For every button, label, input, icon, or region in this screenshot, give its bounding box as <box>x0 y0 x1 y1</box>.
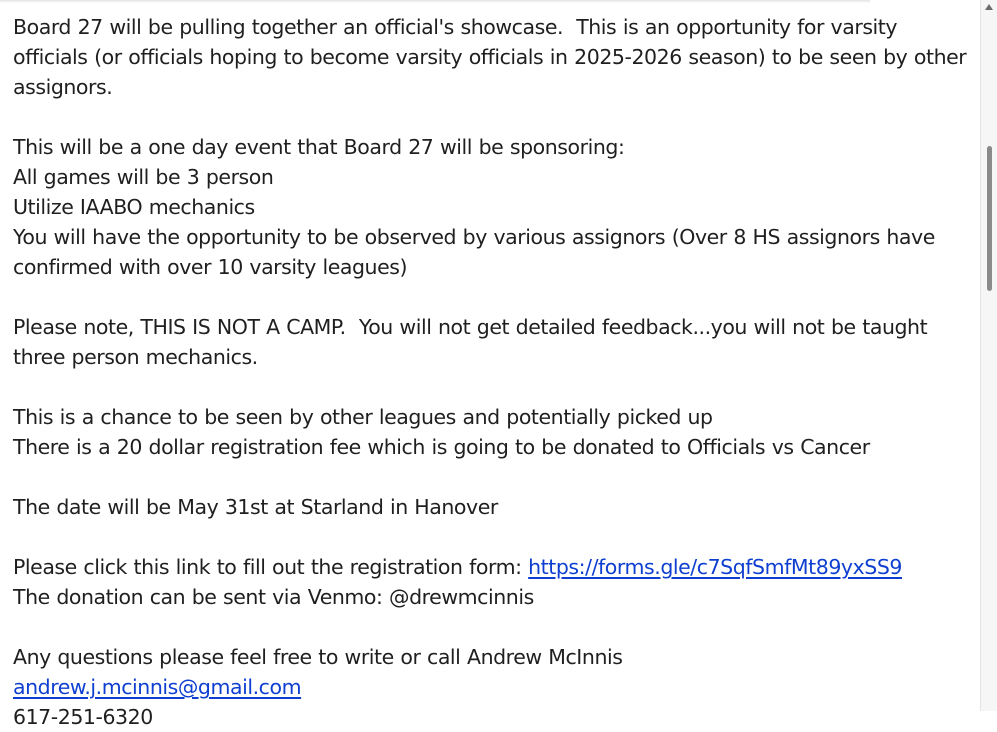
body-line: three person mechanics. <box>13 345 258 369</box>
body-line: Utilize IAABO mechanics <box>13 195 255 219</box>
blank-line <box>13 612 975 642</box>
body-line: There is a 20 dollar registration fee which is going to be donated to Officials vs Cancer <box>13 435 870 459</box>
event-date-line: The date will be May 31st at Starland in Hanover <box>13 495 498 519</box>
body-line: Please note, THIS IS NOT A CAMP. You will not get detailed feedback...you will not be taught <box>13 315 928 339</box>
blank-line <box>13 102 975 132</box>
body-line: Board 27 will be pulling together an official's showcase. This is an opportunity for varsity <box>13 15 898 39</box>
blank-line <box>13 372 975 402</box>
blank-line <box>13 522 975 552</box>
body-line: This is a chance to be seen by other leagues and potentially picked up <box>13 405 713 429</box>
contact-email-line <box>13 672 975 702</box>
venmo-line: The donation can be sent via Venmo: @drewmcinnis <box>13 585 534 609</box>
vertical-scrollbar[interactable] <box>980 0 997 711</box>
registration-prefix: Please click this link to fill out the registration form: <box>13 555 529 579</box>
body-line: You will have the opportunity to be observed by various assignors (Over 8 HS assignors have <box>13 225 935 249</box>
blank-line <box>13 282 975 312</box>
questions-line: Any questions please feel free to write or call Andrew McInnis <box>13 645 623 669</box>
body-line: This will be a one day event that Board 27 will be sponsoring: <box>13 135 625 159</box>
contact-email-link[interactable]: andrew.j.mcinnis@gmail.com <box>13 675 302 699</box>
body-line: confirmed with over 10 varsity leagues) <box>13 255 408 279</box>
phone-line: 617-251-6320 <box>13 705 153 729</box>
registration-line <box>13 552 975 582</box>
body-line: All games will be 3 person <box>13 165 274 189</box>
blank-line <box>13 462 975 492</box>
body-line: officials (or officials hoping to become varsity officials in 2025-2026 season) to be seen by other <box>13 45 967 69</box>
email-body <box>13 12 975 732</box>
scroll-thumb[interactable] <box>987 146 992 291</box>
registration-form-link[interactable]: https://forms.gle/c7SqfSmfMt89yxSS9 <box>528 555 902 579</box>
body-line: assignors. <box>13 75 113 99</box>
scroll-up-arrow-icon[interactable] <box>985 4 993 10</box>
header-shadow <box>0 0 870 3</box>
